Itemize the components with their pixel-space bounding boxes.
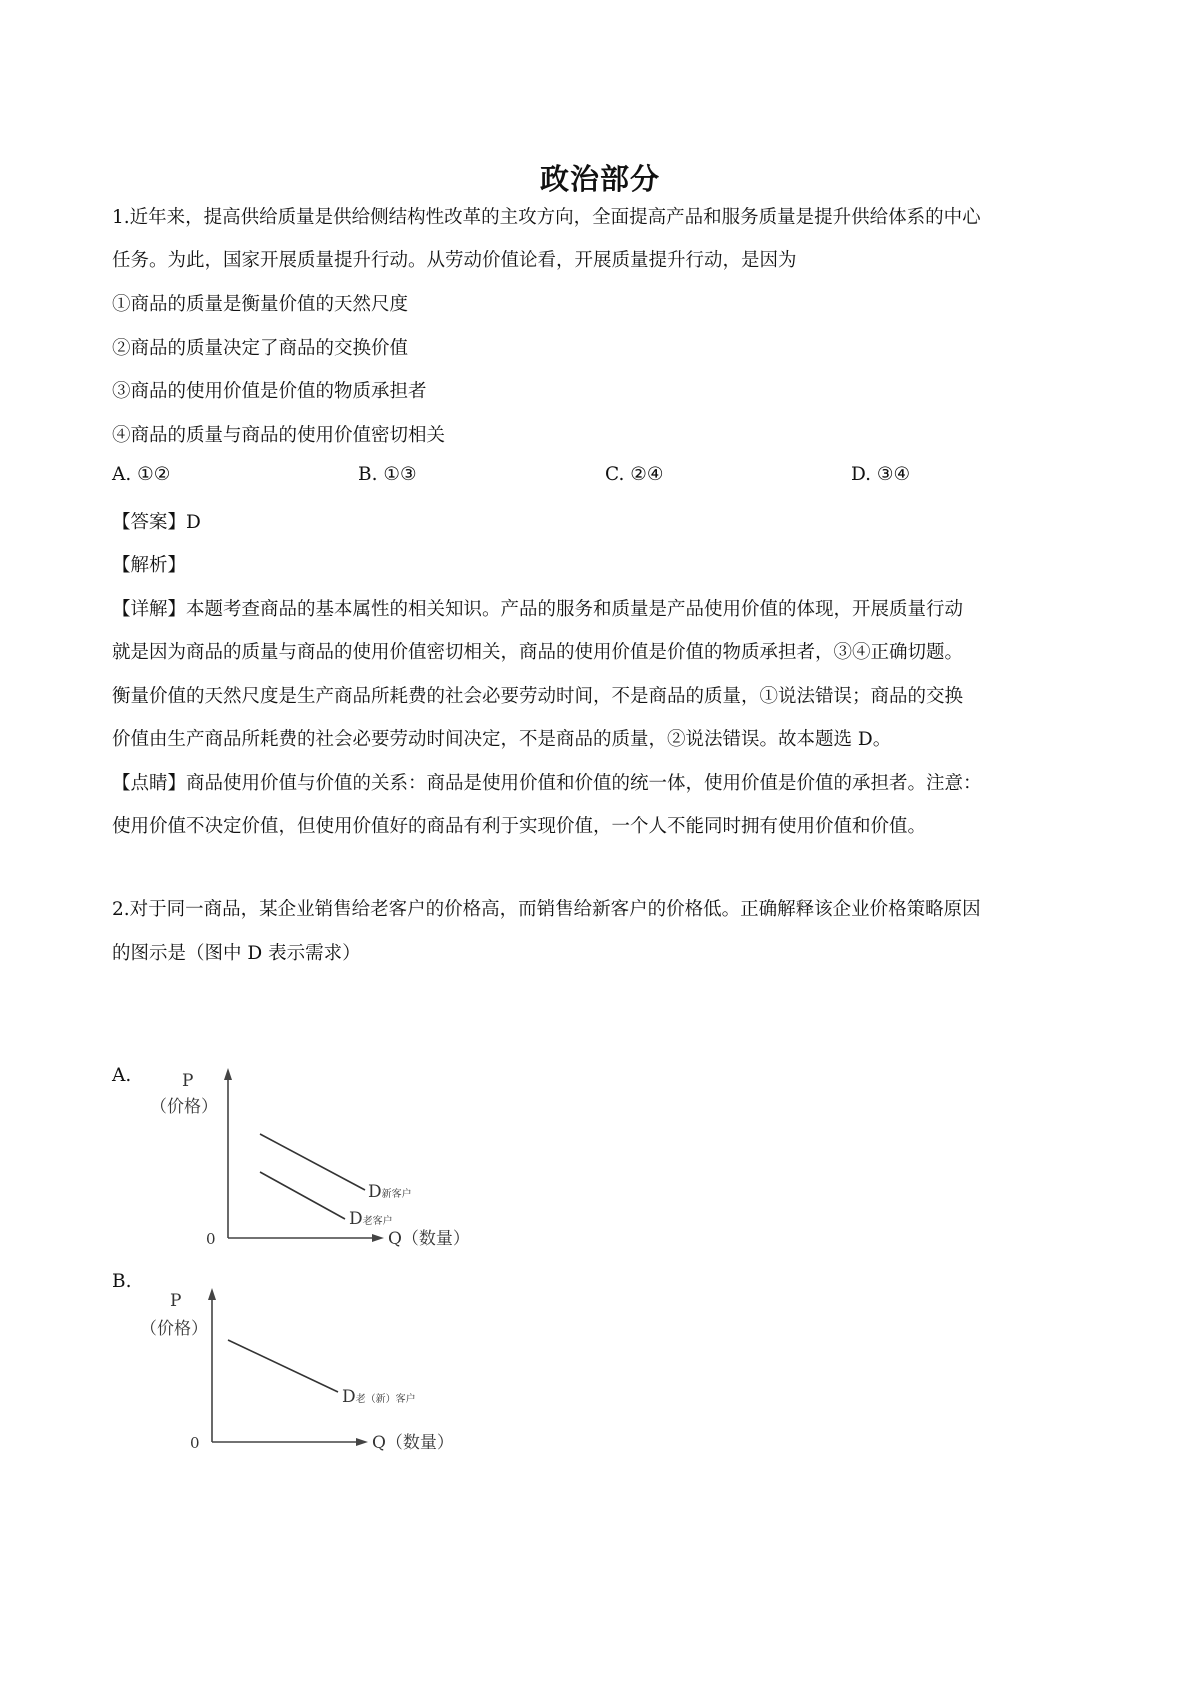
q1-item-4: ④商品的质量与商品的使用价值密切相关 bbox=[112, 425, 446, 446]
graph-b-y-axis-name: （价格） bbox=[140, 1319, 208, 1339]
graph-a-demand-line-old bbox=[260, 1172, 345, 1219]
page-title: 政治部分 bbox=[539, 162, 660, 196]
q1-option-a: A. ①② bbox=[112, 464, 171, 485]
graph-a-origin: 0 bbox=[206, 1230, 216, 1248]
graph-a-y-arrow bbox=[224, 1068, 232, 1080]
graph-b-line-sub: 老（新）客户 bbox=[355, 1394, 416, 1405]
graph-a-y-axis-p: P bbox=[182, 1071, 194, 1091]
graph-a-y-axis-name: （价格） bbox=[150, 1097, 218, 1117]
q1-detail-line-2: 就是因为商品的质量与商品的使用价值密切相关，商品的使用价值是价值的物质承担者，③④正确切题。 bbox=[112, 642, 964, 663]
q1-answer: 【答案】D bbox=[112, 512, 201, 533]
q2-option-a-label: A. bbox=[112, 1065, 132, 1086]
svg-text:D老（新）客户 bbox=[342, 1387, 416, 1407]
q1-detail-line-1: 【详解】本题考查商品的基本属性的相关知识。产品的服务和质量是产品使用价值的体现，开展质量行动 bbox=[112, 599, 964, 620]
q1-item-3: ③商品的使用价值是价值的物质承担者 bbox=[112, 381, 427, 402]
graph-b-origin: 0 bbox=[190, 1434, 200, 1452]
q1-detail-line-3: 衡量价值的天然尺度是生产商品所耗费的社会必要劳动时间，不是商品的质量，①说法错误；商品的交换 bbox=[112, 686, 964, 707]
svg-text:D老客户 bbox=[349, 1209, 393, 1229]
graph-a-line2-sub: 老客户 bbox=[362, 1216, 393, 1227]
graph-a-line2-main: D bbox=[349, 1209, 363, 1229]
graph-b-y-arrow bbox=[208, 1288, 216, 1300]
q2-stem-line-2: 的图示是（图中 D 表示需求） bbox=[112, 943, 361, 964]
graph-a-line1-main: D bbox=[368, 1182, 382, 1202]
graph-b-x-arrow bbox=[356, 1438, 368, 1446]
q2-stem-line-1: 2.对于同一商品，某企业销售给老客户的价格高，而销售给新客户的价格低。正确解释该企业价格策略原因 bbox=[112, 899, 981, 920]
graph-a-line1-sub: 新客户 bbox=[381, 1189, 412, 1200]
q1-stem-line-1: 1.近年来，提高供给质量是供给侧结构性改革的主攻方向，全面提高产品和服务质量是提升供给体系的中心 bbox=[112, 207, 981, 228]
q1-tip-line-2: 使用价值不决定价值，但使用价值好的商品有利于实现价值，一个人不能同时拥有使用价值和价值。 bbox=[112, 816, 927, 837]
q1-option-d: D. ③④ bbox=[851, 464, 911, 485]
q2-option-b-label: B. bbox=[112, 1271, 132, 1292]
graph-b-demand-line bbox=[228, 1340, 338, 1392]
q1-detail-line-4: 价值由生产商品所耗费的社会必要劳动时间决定，不是商品的质量，②说法错误。故本题选 D。 bbox=[112, 729, 892, 750]
q1-option-b: B. ①③ bbox=[358, 464, 417, 485]
graph-b-y-axis-p: P bbox=[170, 1291, 182, 1311]
q1-item-1: ①商品的质量是衡量价值的天然尺度 bbox=[112, 294, 409, 315]
q2-graph-a bbox=[140, 1062, 500, 1267]
q2-graph-b bbox=[130, 1282, 490, 1487]
graph-a-x-axis-label: Q（数量） bbox=[388, 1229, 470, 1249]
q1-analysis-heading: 【解析】 bbox=[112, 555, 187, 576]
q1-option-c: C. ②④ bbox=[605, 464, 664, 485]
graph-b-line-main: D bbox=[342, 1387, 356, 1407]
q1-stem-line-2: 任务。为此，国家开展质量提升行动。从劳动价值论看，开展质量提升行动，是因为 bbox=[112, 250, 797, 271]
graph-b-x-axis-label: Q（数量） bbox=[372, 1433, 454, 1453]
graph-a-x-arrow bbox=[372, 1234, 384, 1242]
svg-text:D新客户 bbox=[368, 1182, 412, 1202]
q1-item-2: ②商品的质量决定了商品的交换价值 bbox=[112, 338, 409, 359]
q1-tip-line-1: 【点睛】商品使用价值与价值的关系：商品是使用价值和价值的统一体，使用价值是价值的承担者。注意： bbox=[112, 773, 982, 794]
